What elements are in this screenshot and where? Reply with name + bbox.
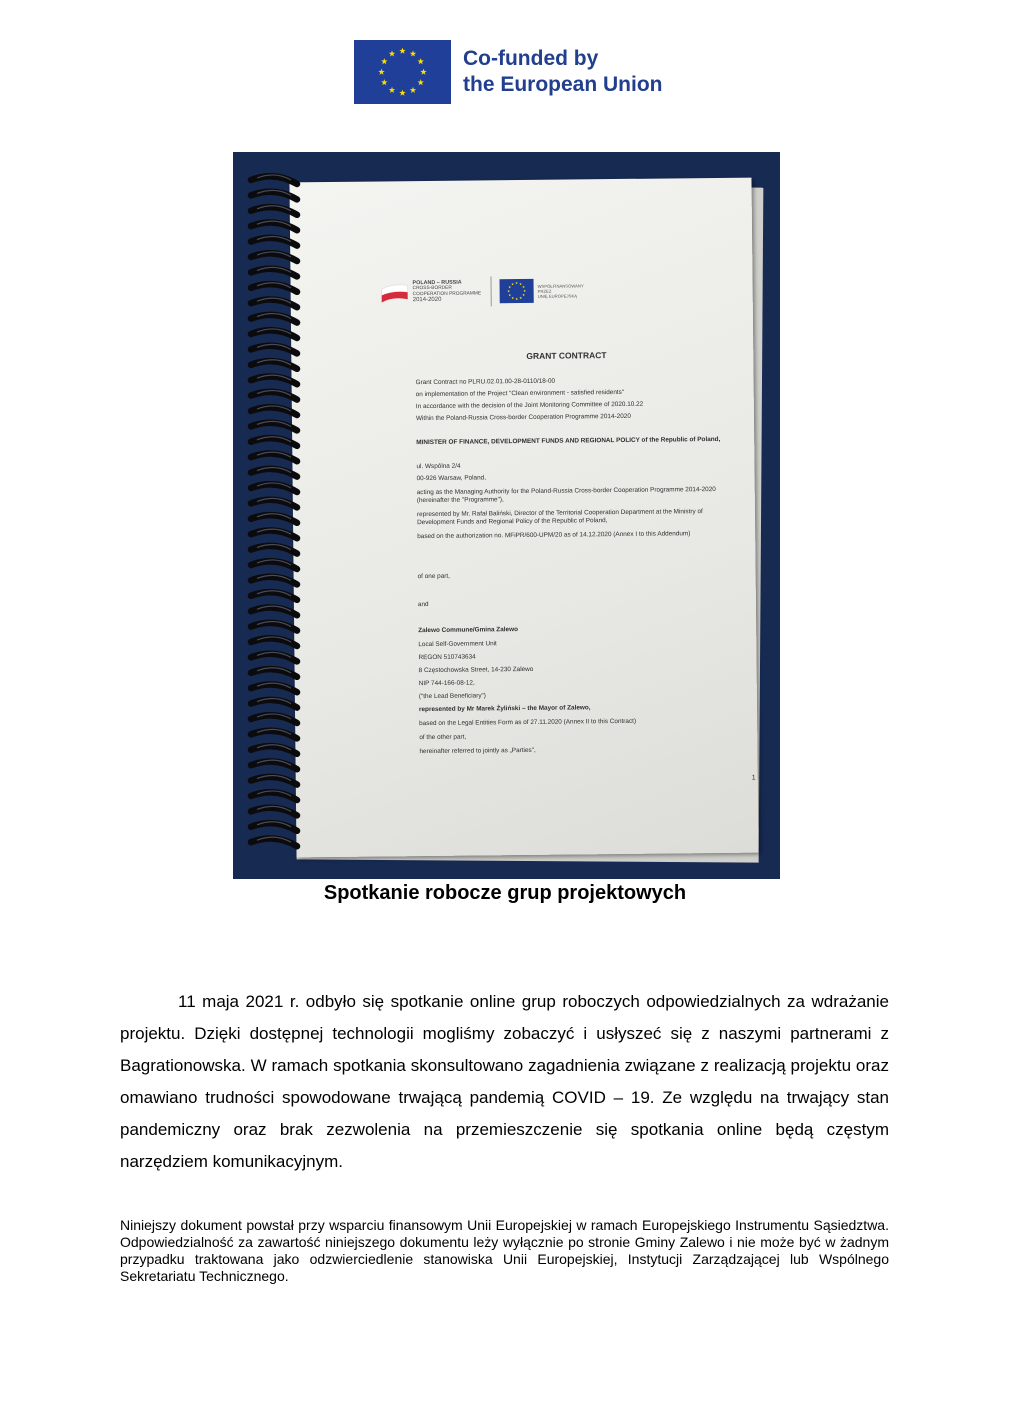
contract-page-number: 1 [751, 774, 756, 782]
contract-line: Within the Poland-Russia Cross-border Cooperation Programme 2014-2020 [415, 412, 631, 423]
eu-flag-small-icon [500, 279, 534, 303]
poland-russia-flag-icon [381, 281, 409, 303]
pl-logo-line: POLAND – RUSSIA [412, 279, 462, 286]
poland-russia-programme-text [413, 280, 483, 303]
body-paragraph: 11 maja 2021 r. odbyło się spotkanie online grup roboczych odpowiedzialnych za wdrażanie projektu. Dzięki dostępnej technologii mogliśmy zobaczyć i usłyszeć się z naszymi partnerami z Bagrationowska. W ramach spotkania skonsultowano zagadnienia związane z realizacją projektu oraz omawiano trudności spowodowane trwającą pandemią COVID – 19. Ze względu na trwający stan pandemiczny oraz brak zezwolenia na przemieszczenie się spotkania online będą częstym narzędziem komunikacyjnym. [120, 992, 889, 1171]
contract-line: MINISTER OF FINANCE, DEVELOPMENT FUNDS AND REGIONAL POLICY of the Republic of Poland, [416, 435, 721, 447]
eu-cofunded-logo [354, 40, 663, 104]
contract-line: on implementation of the Project "Clean environment - satisfied residents" [415, 388, 625, 399]
contract-document [289, 178, 758, 858]
eu-small-logo-line: UNIĘ EUROPEJSKĄ [537, 292, 578, 299]
eu-small-logo-line: WSPÓŁFINANSOWANY [537, 282, 584, 289]
contract-line: of the other part, [419, 733, 467, 742]
spiral-binding-icon [245, 166, 303, 866]
contract-line: represented by Mr. Rafał Baliński, Director of the Territorial Cooperation Department at the Ministry of Development Funds and Regional Policy of the Republic of Poland, [416, 508, 703, 527]
contract-line: ("the Lead Beneficiary") [418, 692, 486, 701]
contract-line: REGON 510743634 [418, 653, 476, 662]
disclaimer-footer: Niniejszy dokument powstał przy wsparciu finansowym Unii Europejskiej w ramach Europejskiego Instrumentu Sąsiedztwa. Odpowiedzialność za zawartość niniejszego dokumentu leży wyłącznie po stronie Gminy Zalewo i nie może być w żadnym przypadku traktowana jako odzwierciedlenie stanowiska Unii Europejskiej, Instytucji Zarządzającej lub Wspólnego Sekretariatu Technicznego. [120, 1217, 889, 1284]
pl-logo-line: COOPERATION PROGRAMME [412, 291, 482, 298]
eu-flag-icon [354, 40, 451, 104]
contract-line: based on the authorization no. MFiPR/600-UPM/20 as of 14.12.2020 (Annex I to this Addendum) [417, 530, 691, 541]
contract-line: 00-926 Warsaw, Poland, [416, 474, 487, 483]
contract-line: 8 Częstochowska Street, 14-230 Zalewo [418, 665, 534, 675]
pl-logo-line: CROSS-BORDER [412, 286, 452, 292]
eu-logo-line2: the European Union [463, 73, 663, 96]
contract-line: hereinafter referred to jointly as „Parties", [419, 746, 536, 756]
logo-divider [490, 276, 491, 306]
contract-line: of one part, [417, 572, 450, 581]
eu-small-logo-line: PRZEZ [537, 288, 552, 294]
contract-photo [233, 152, 780, 879]
contract-line: based on the Legal Entities Form as of 27.11.2020 (Annex II to this Contract) [419, 717, 637, 728]
contract-line: represented by Mr Marek Żyliński – the Mayor of Zalewo, [418, 704, 591, 714]
contract-line: Grant Contract no PLRU.02.01.00-28-0110/18-00 [415, 377, 556, 387]
contract-line: Local Self-Government Unit [418, 640, 497, 649]
contract-line: ul. Wspólna 2/4 [416, 462, 461, 471]
contract-line: acting as the Managing Authority for the Poland-Russia Cross-border Cooperation Programme 2014-2020 (hereinafter the "Programme"), [416, 485, 716, 505]
eu-logo-line1: Co-funded by [463, 47, 599, 70]
pl-logo-line: 2014-2020 [412, 296, 442, 303]
contract-line: Zalewo Commune/Gmina Zalewo [418, 626, 519, 635]
eu-logo-text [463, 46, 663, 98]
photo-caption: Spotkanie robocze grup projektowych [323, 882, 687, 904]
contract-line: In accordance with the decision of the Joint Monitoring Committee of 2020.10.22 [415, 400, 644, 411]
grant-contract-title: GRANT CONTRACT [526, 350, 607, 361]
contract-header-logos [380, 275, 597, 307]
contract-page [289, 178, 758, 858]
contract-line: and [417, 601, 429, 609]
eu-small-logo-text [538, 283, 598, 299]
contract-line: NIP 744-166-08-12, [418, 679, 475, 688]
